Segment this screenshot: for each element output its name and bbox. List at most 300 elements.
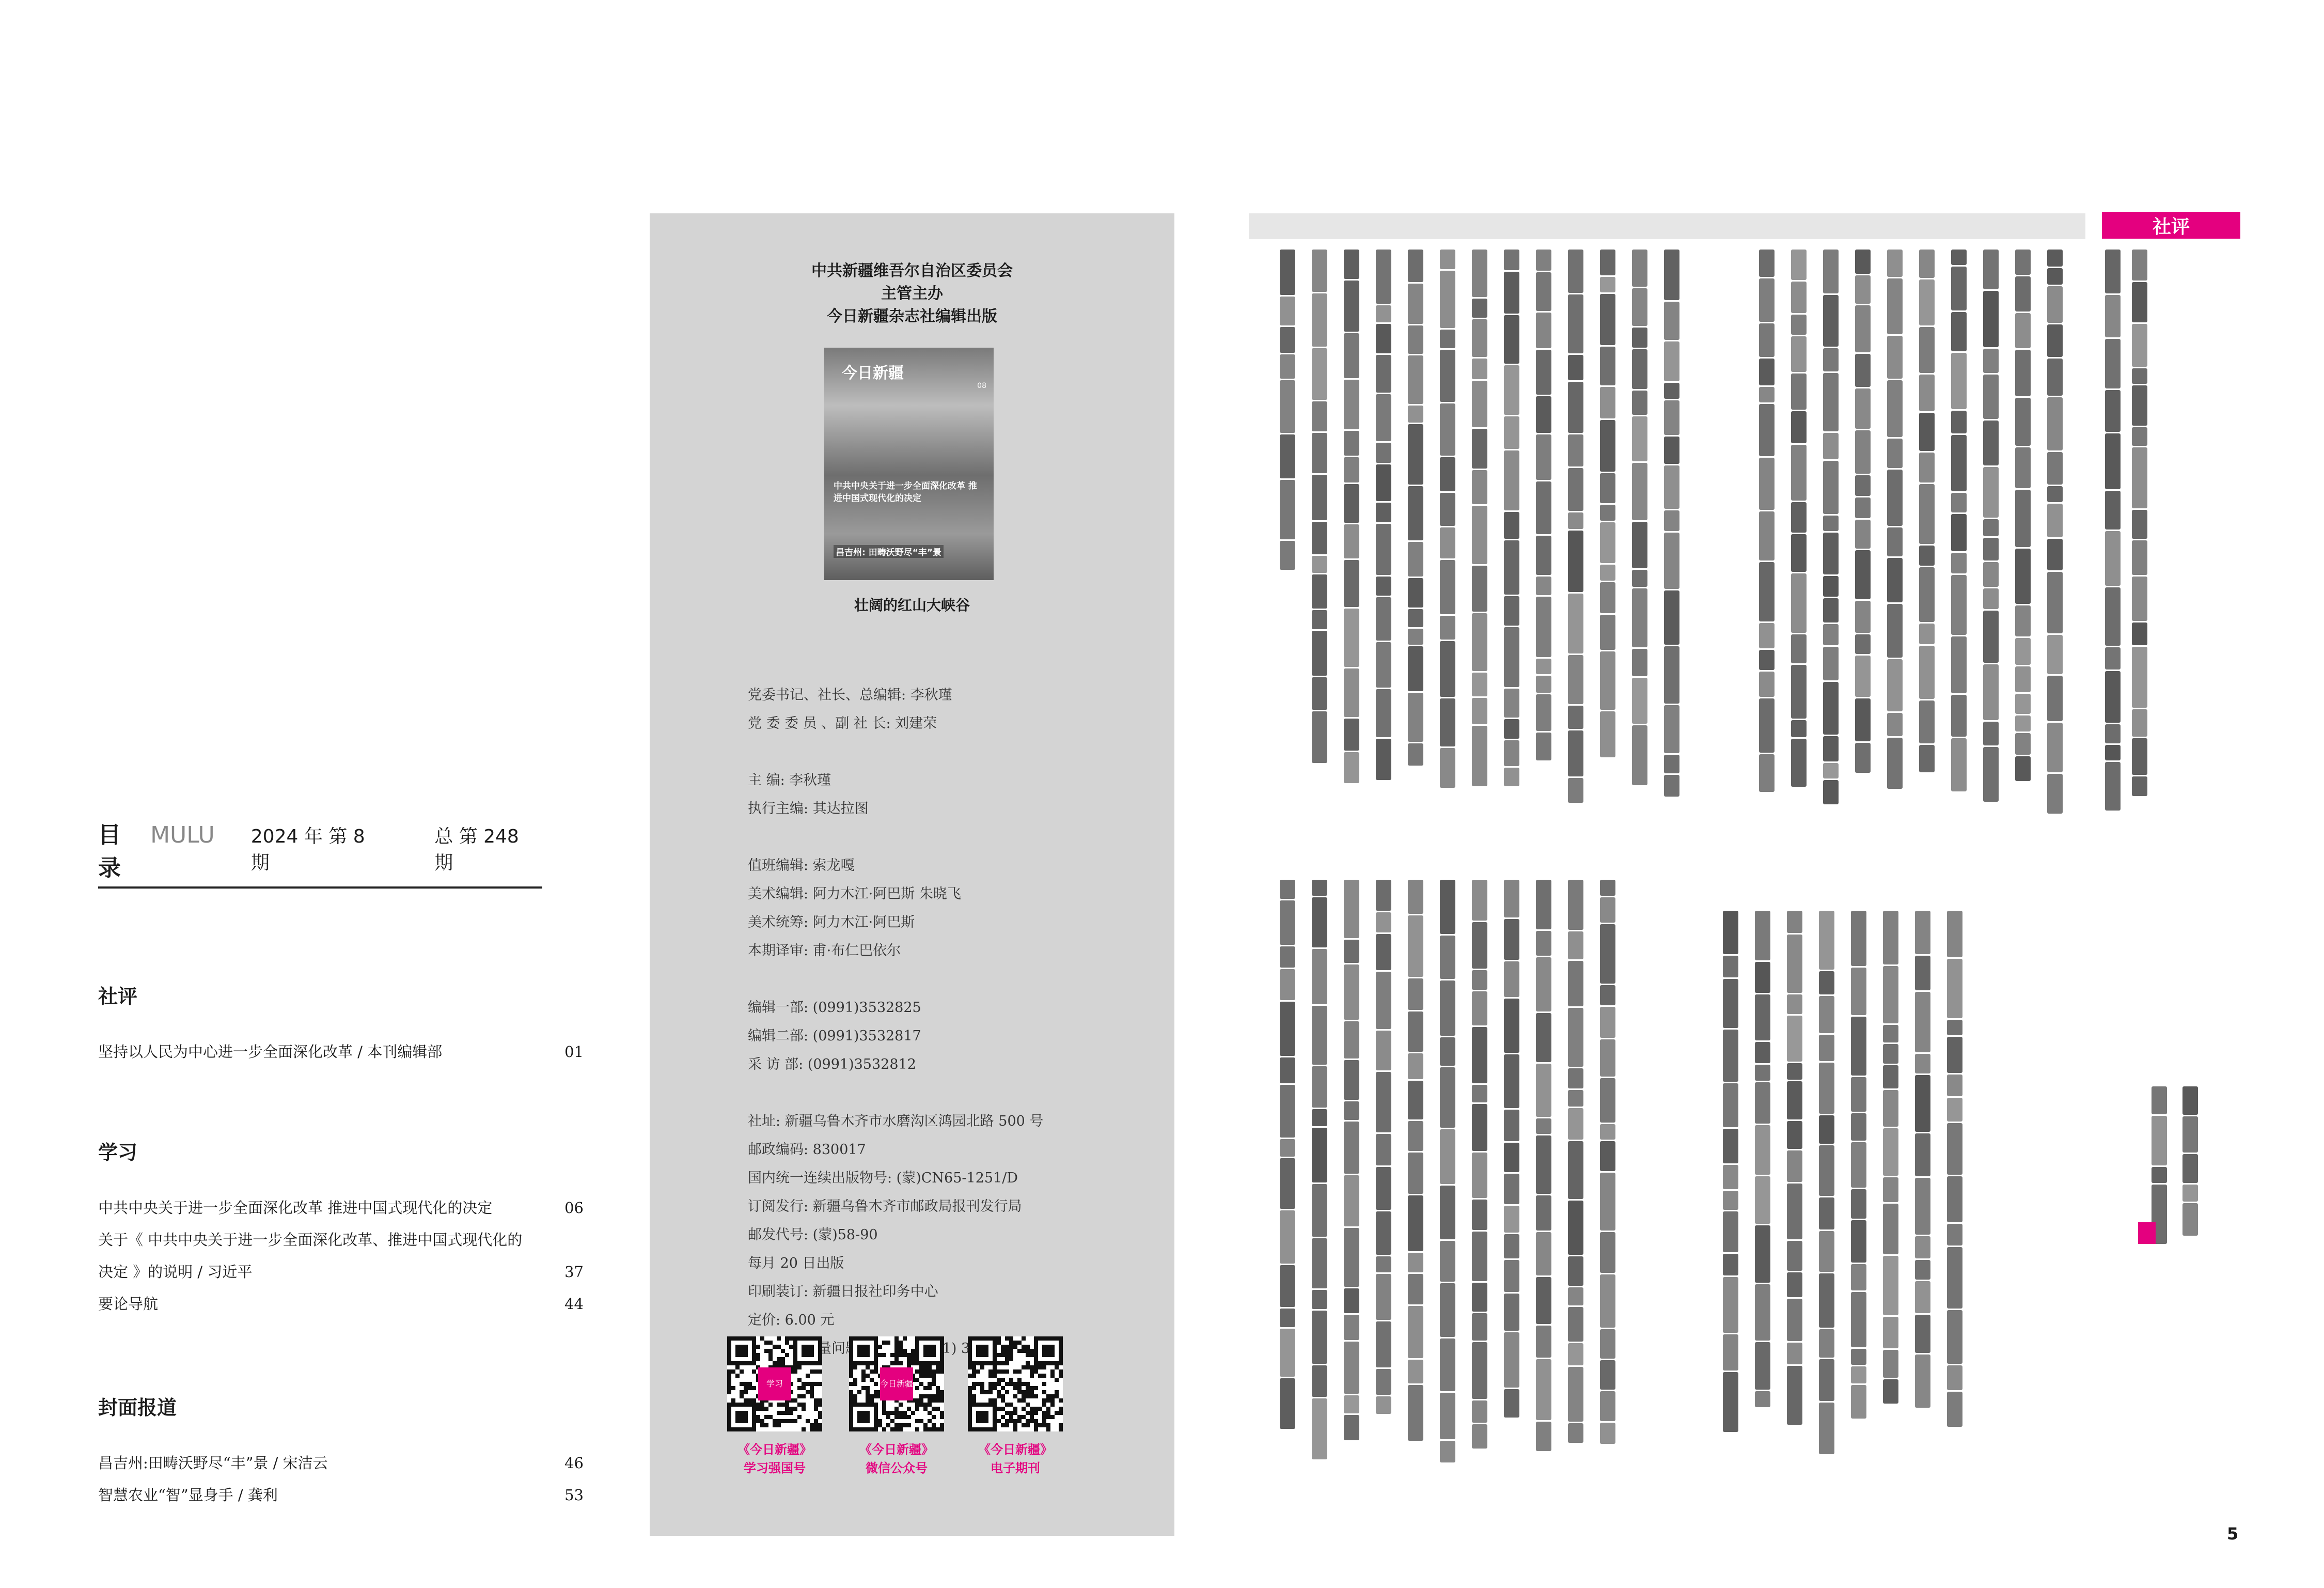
mongolian-word [1632, 391, 1647, 415]
mongolian-word [1312, 433, 1327, 473]
mongolian-word [1472, 299, 1487, 318]
mongolian-word [1983, 538, 1999, 561]
mongolian-word [2047, 324, 2063, 357]
mongolian-word [2015, 549, 2031, 604]
staff-line: 邮政编码: 830017 [748, 1142, 866, 1158]
mongolian-word [2047, 635, 2063, 674]
mongolian-word [1312, 1311, 1327, 1364]
mongolian-word [1568, 880, 1583, 930]
entry-page: 53 [564, 1486, 584, 1504]
mongolian-text-column [1939, 909, 1971, 1428]
mongolian-word [1472, 566, 1487, 612]
mongolian-word [1472, 970, 1487, 990]
mongolian-word [1755, 1065, 1770, 1081]
mongolian-word [1376, 1167, 1391, 1210]
mongolian-text-column [1875, 909, 1907, 1405]
mongolian-word [1664, 646, 1679, 704]
mongolian-word [1919, 700, 1935, 743]
mongolian-word [1536, 694, 1551, 731]
mongolian-word [2047, 486, 2063, 502]
mongolian-word [1408, 629, 1423, 645]
mongolian-word [1440, 1241, 1455, 1282]
mongolian-word [1915, 1236, 1930, 1258]
mongolian-word [1600, 985, 1615, 1005]
mongolian-word [2152, 1167, 2167, 1183]
mongolian-text-column [1656, 248, 1688, 798]
mongolian-word [1472, 880, 1487, 921]
mongolian-word [1408, 424, 1423, 485]
mongolian-word [1280, 1139, 1295, 1157]
mongolian-word [1915, 911, 1930, 954]
mongolian-word [1723, 1129, 1738, 1163]
mongolian-word [1536, 1118, 1551, 1134]
staff-line: 编辑二部: (0991)3532817 [748, 1028, 921, 1044]
staff-line: 美术编辑: 阿力木江·阿巴斯 朱晓飞 [748, 886, 961, 902]
toc-entry[interactable] [98, 1447, 584, 1479]
mongolian-word [1755, 1342, 1770, 1390]
mongolian-word [1947, 1224, 1962, 1246]
mongolian-word [1408, 880, 1423, 914]
mongolian-text-column [1843, 909, 1875, 1420]
mongolian-word [1759, 623, 1775, 648]
mongolian-word [1312, 610, 1327, 629]
mongolian-word [1759, 250, 1775, 277]
mongolian-text-column [1783, 248, 1815, 788]
mongolian-word [1755, 1082, 1770, 1124]
qr-badge: 今日新疆 [880, 1367, 913, 1400]
mongolian-word [1919, 375, 1935, 411]
mongolian-word [1344, 1101, 1359, 1120]
mongolian-word [1791, 315, 1807, 335]
mongolian-word [1951, 353, 1967, 409]
staff-line: 印刷装订: 新疆日报社印务中心 [748, 1284, 938, 1300]
mongolian-word [1408, 1081, 1423, 1119]
staff-line: 美术统筹: 阿力木江·阿巴斯 [748, 914, 915, 930]
mongolian-word [1759, 323, 1775, 357]
mongolian-word [1376, 1031, 1391, 1070]
mongolian-word [1504, 450, 1519, 510]
mongolian-word [1568, 1307, 1583, 1342]
mongolian-word [1855, 497, 1871, 518]
mongolian-word [1851, 1017, 1866, 1076]
mongolian-word [1536, 481, 1551, 534]
mongolian-word [1791, 720, 1807, 737]
mongolian-word [1600, 924, 1615, 984]
mongolian-word [1312, 293, 1327, 347]
mongolian-word [1851, 1189, 1866, 1219]
mongolian-word [1664, 533, 1679, 589]
mongolian-word [1755, 1176, 1770, 1224]
mongolian-word [1504, 689, 1519, 718]
mongolian-word [1568, 1287, 1583, 1305]
mongolian-word [1791, 373, 1807, 410]
mongolian-text-column [1592, 878, 1624, 1445]
mongolian-word [1408, 1253, 1423, 1272]
mongolian-word [1376, 324, 1391, 353]
mongolian-word [1568, 468, 1583, 511]
mongolian-word [1536, 396, 1551, 433]
mongolian-word [1280, 380, 1295, 433]
mongolian-word [1344, 250, 1359, 279]
mongolian-word [1408, 325, 1423, 354]
mongolian-word [1376, 250, 1391, 304]
mongolian-word [2105, 647, 2121, 670]
mongolian-word [1376, 1274, 1391, 1320]
mongolian-word [1568, 594, 1583, 653]
mongolian-word [1951, 267, 1967, 310]
mongolian-word [1472, 470, 1487, 504]
mongolian-word [2182, 1203, 2198, 1236]
mongolian-word [2132, 738, 2147, 775]
mongolian-word [1787, 1016, 1802, 1062]
mongolian-word [1787, 911, 1802, 933]
mongolian-word [1664, 705, 1679, 753]
mongolian-word [1376, 1321, 1391, 1367]
mongolian-word [2105, 671, 2121, 723]
mongolian-word [1408, 578, 1423, 608]
mongolian-word [1787, 1343, 1802, 1364]
mongolian-word [1600, 1274, 1615, 1328]
mongolian-word [1823, 624, 1839, 645]
mongolian-word [1600, 250, 1615, 275]
mongolian-word [1632, 522, 1647, 568]
mongolian-text-column [1747, 909, 1779, 1409]
mongolian-word [1823, 433, 1839, 459]
mongolian-word [1600, 1232, 1615, 1273]
mongolian-word [1723, 911, 1738, 954]
mongolian-word [1504, 627, 1519, 687]
mongolian-word [1600, 615, 1615, 650]
mongolian-word [1376, 934, 1391, 970]
toc-section-editorial [98, 980, 584, 1068]
mongolian-word [1887, 659, 1903, 711]
mongolian-word [2105, 587, 2121, 646]
mongolian-word [1919, 279, 1935, 325]
mongolian-word [1344, 1122, 1359, 1174]
mongolian-word [1472, 613, 1487, 671]
mongolian-word [1472, 1104, 1487, 1151]
mongolian-word [1887, 738, 1903, 789]
mongolian-word [1851, 1385, 1866, 1419]
mongolian-word [1344, 484, 1359, 523]
mongolian-word [1568, 294, 1583, 353]
mongolian-word [1983, 562, 1999, 587]
mongolian-word [1280, 1265, 1295, 1307]
mongolian-word [1819, 1197, 1834, 1229]
mongolian-word [2047, 539, 2063, 570]
mongolian-word [1823, 516, 1839, 531]
mongolian-text-column [1779, 909, 1811, 1426]
mongolian-text-column [1751, 248, 1783, 793]
mongolian-word [1536, 272, 1551, 311]
mongolian-word [1819, 1115, 1834, 1144]
staff-line [748, 823, 1043, 851]
mongolian-word [1344, 1228, 1359, 1287]
mongolian-word [1887, 439, 1903, 468]
mongolian-word [1759, 698, 1775, 753]
mongolian-word [2047, 359, 2063, 396]
mongolian-word [1440, 698, 1455, 746]
mongolian-word [1632, 588, 1647, 647]
mongolian-word [2047, 286, 2063, 323]
mongolian-word [1312, 631, 1327, 676]
mongolian-text-column [1879, 248, 1911, 790]
mongolian-word [1887, 250, 1903, 277]
mongolian-word [1376, 503, 1391, 522]
toc-entry[interactable] [98, 1479, 584, 1511]
mongolian-word [1887, 527, 1903, 556]
mongolian-word [1504, 880, 1519, 917]
mongolian-word [1376, 642, 1391, 688]
mongolian-word [1440, 1441, 1455, 1462]
mongolian-word [1883, 911, 1898, 964]
mongolian-text-column [1528, 878, 1560, 1453]
toc-entry[interactable] [98, 1256, 584, 1288]
mongolian-word [1600, 1141, 1615, 1171]
mongolian-word [1755, 1225, 1770, 1283]
mongolian-word [1504, 1294, 1519, 1331]
mongolian-word [1600, 347, 1615, 385]
mongolian-word [1823, 780, 1839, 804]
mongolian-word [1280, 1329, 1295, 1377]
mongolian-word [1440, 1067, 1455, 1128]
mongolian-word [1664, 510, 1679, 531]
mongolian-word [1536, 1013, 1551, 1062]
mongolian-word [1472, 991, 1487, 1025]
mongolian-word [1440, 880, 1455, 934]
mongolian-word [1376, 739, 1391, 780]
mongolian-word [1819, 1145, 1834, 1196]
mongolian-word [1536, 313, 1551, 348]
mongolian-word [1600, 277, 1615, 292]
mongolian-word [1851, 1113, 1866, 1141]
mongolian-word [2152, 1116, 2167, 1165]
mongolian-word [1983, 519, 1999, 536]
pink-marker-icon [2138, 1222, 2156, 1244]
mongolian-word [1472, 381, 1487, 427]
qr-label: 《今日新疆》 电子期刊 [978, 1442, 1053, 1475]
mongolian-word [1887, 604, 1903, 658]
mongolian-word [2105, 295, 2121, 337]
mongolian-word [1536, 536, 1551, 575]
mongolian-word [1312, 475, 1327, 520]
mongolian-word [1723, 1334, 1738, 1371]
mongolian-word [1472, 1085, 1487, 1102]
cover-caption: 壮阔的红山大峡谷 [854, 597, 970, 614]
mongolian-word [1280, 1085, 1295, 1138]
mongolian-word [2047, 268, 2063, 285]
mongolian-word [1376, 1396, 1391, 1414]
page-number: 5 [2227, 1524, 2239, 1544]
mongolian-word [1504, 1143, 1519, 1172]
section-tag [2102, 212, 2240, 239]
mongolian-word [1440, 527, 1455, 558]
mongolian-word [1344, 940, 1359, 963]
mongolian-word [1344, 333, 1359, 378]
mongolian-word [1664, 775, 1679, 797]
mongolian-word [1344, 281, 1359, 332]
mongolian-word [1472, 1153, 1487, 1198]
staff-line [748, 965, 1043, 993]
mongolian-word [1983, 349, 1999, 373]
mongolian-word [1280, 434, 1295, 478]
mongolian-word [1280, 1210, 1295, 1264]
mongolian-word [1855, 430, 1871, 474]
mongolian-word [1568, 706, 1583, 729]
mongolian-word [1787, 935, 1802, 993]
mongolian-word [1951, 553, 1967, 573]
mongolian-word [1472, 1400, 1487, 1423]
toc-entry[interactable] [98, 1224, 584, 1256]
mongolian-word [1951, 411, 1967, 433]
mongolian-word [1568, 250, 1583, 293]
publisher-line: 主管主办 [881, 285, 943, 303]
mongolian-word [1568, 961, 1583, 1006]
mongolian-word [1536, 1326, 1551, 1358]
mongolian-word [1280, 1002, 1295, 1056]
mongolian-word [2015, 276, 2031, 312]
mongolian-word [1791, 634, 1807, 663]
mongolian-word [1376, 972, 1391, 1029]
toc-entry[interactable] [98, 1192, 584, 1224]
mongolian-word [2132, 510, 2147, 539]
mongolian-word [1855, 601, 1871, 633]
mongolian-word [2105, 491, 2121, 530]
mongolian-word [1440, 1283, 1455, 1337]
mongolian-word [1787, 1299, 1802, 1341]
mongolian-word [1915, 1315, 1930, 1353]
section-tag-label: 社评 [2152, 216, 2190, 238]
qr-code-wechat[interactable] [849, 1336, 944, 1431]
mongolian-word [1376, 443, 1391, 463]
mongolian-text-column [1336, 248, 1368, 785]
mongolian-word [1883, 1256, 1898, 1315]
mongolian-word [1376, 577, 1391, 596]
entry-page: 06 [564, 1199, 584, 1217]
mongolian-word [1883, 1317, 1898, 1348]
mongolian-word [1947, 1392, 1962, 1427]
mongolian-word [1915, 1133, 1930, 1176]
mongolian-word [1883, 1177, 1898, 1202]
entry-text: 坚持以人民为中心进一步全面深化改革 / 本刊编辑部 [98, 1043, 443, 1061]
mongolian-word [1819, 1231, 1834, 1272]
mongolian-word [1983, 291, 1999, 347]
mongolian-word [1823, 461, 1839, 514]
mongolian-word [1723, 1165, 1738, 1189]
mongolian-word [1344, 964, 1359, 1020]
mongolian-word [1887, 336, 1903, 379]
mongolian-word [1536, 1064, 1551, 1117]
mongolian-word [1312, 1398, 1327, 1459]
mongolian-word [1344, 457, 1359, 482]
mongolian-word [1632, 349, 1647, 389]
publisher-line: 今日新疆杂志社编辑出版 [827, 307, 997, 325]
mongolian-word [1600, 505, 1615, 521]
mongolian-word [2132, 324, 2147, 367]
mongolian-text-column [2174, 1085, 2206, 1237]
mongolian-word [1600, 565, 1615, 581]
mongolian-word [1312, 1066, 1327, 1108]
mongolian-word [1983, 467, 1999, 518]
mongolian-word [2105, 339, 2121, 388]
mongolian-word [2047, 774, 2063, 814]
mongolian-word [1568, 434, 1583, 466]
mongolian-word [1312, 677, 1327, 710]
mongolian-word [1536, 733, 1551, 760]
mongolian-word [1568, 1256, 1583, 1286]
mongolian-word [2105, 250, 2121, 293]
mongolian-word [1919, 646, 1935, 699]
entry-page: 44 [564, 1295, 584, 1313]
mongolian-word [1472, 429, 1487, 469]
section-title: 封面报道 [98, 1396, 177, 1419]
toc-entry[interactable] [98, 1036, 584, 1068]
mongolian-word [1504, 1260, 1519, 1292]
qr-code-emagazine[interactable] [968, 1336, 1063, 1431]
mongolian-word [1723, 1254, 1738, 1275]
mongolian-text-column [1400, 248, 1432, 767]
staff-line: 编辑一部: (0991)3532825 [748, 1000, 921, 1016]
entry-text: 决定 》的说明 / 习近平 [98, 1263, 253, 1281]
mongolian-word [1823, 533, 1839, 574]
mongolian-word [1504, 1234, 1519, 1258]
cover-thumbnail[interactable] [824, 348, 994, 580]
entry-page: 01 [564, 1043, 584, 1061]
qr-code-xuexi[interactable] [727, 1336, 822, 1431]
mongolian-word [1883, 1204, 1898, 1254]
mongolian-word [1919, 745, 1935, 772]
mongolian-word [1376, 880, 1391, 911]
mongolian-word [1536, 350, 1551, 395]
entry-text: 昌吉州:田畴沃野尽“丰”景 / 宋洁云 [98, 1454, 328, 1472]
mongolian-word [1472, 698, 1487, 724]
mongolian-word [1440, 403, 1455, 456]
mongolian-word [1664, 437, 1679, 464]
mongolian-word [2047, 572, 2063, 633]
mongolian-word [2047, 504, 2063, 537]
mongolian-word [1947, 959, 1962, 1018]
mongolian-word [1823, 736, 1839, 761]
mongolian-word [1791, 411, 1807, 443]
mongolian-word [1536, 957, 1551, 1011]
staff-line: 国内统一连续出版物号: (蒙)CN65-1251/D [748, 1170, 1018, 1186]
mongolian-word [1919, 624, 1935, 644]
mongolian-word [1408, 1053, 1423, 1079]
mongolian-word [1472, 922, 1487, 969]
mongolian-word [1819, 1329, 1834, 1358]
mongolian-word [1312, 522, 1327, 554]
mongolian-word [1919, 546, 1935, 566]
mongolian-word [1787, 1184, 1802, 1239]
mongolian-word [1536, 1359, 1551, 1420]
mongolian-word [1504, 999, 1519, 1053]
mongolian-word [1312, 401, 1327, 431]
mongolian-word [1755, 1125, 1770, 1175]
mongolian-text-column [2124, 248, 2156, 798]
mongolian-word [1855, 520, 1871, 549]
mongolian-word [1887, 558, 1903, 602]
section-title: 学习 [98, 1141, 138, 1164]
mongolian-word [1791, 573, 1807, 633]
mongolian-word [1472, 673, 1487, 696]
mongolian-word [1408, 1121, 1423, 1151]
mongolian-word [1440, 980, 1455, 1036]
mongolian-word [1951, 695, 1967, 737]
toc-entry[interactable] [98, 1288, 584, 1320]
mongolian-word [1344, 668, 1359, 717]
mongolian-word [1951, 514, 1967, 551]
staff-line: 执行主编: 其达拉图 [748, 801, 869, 817]
